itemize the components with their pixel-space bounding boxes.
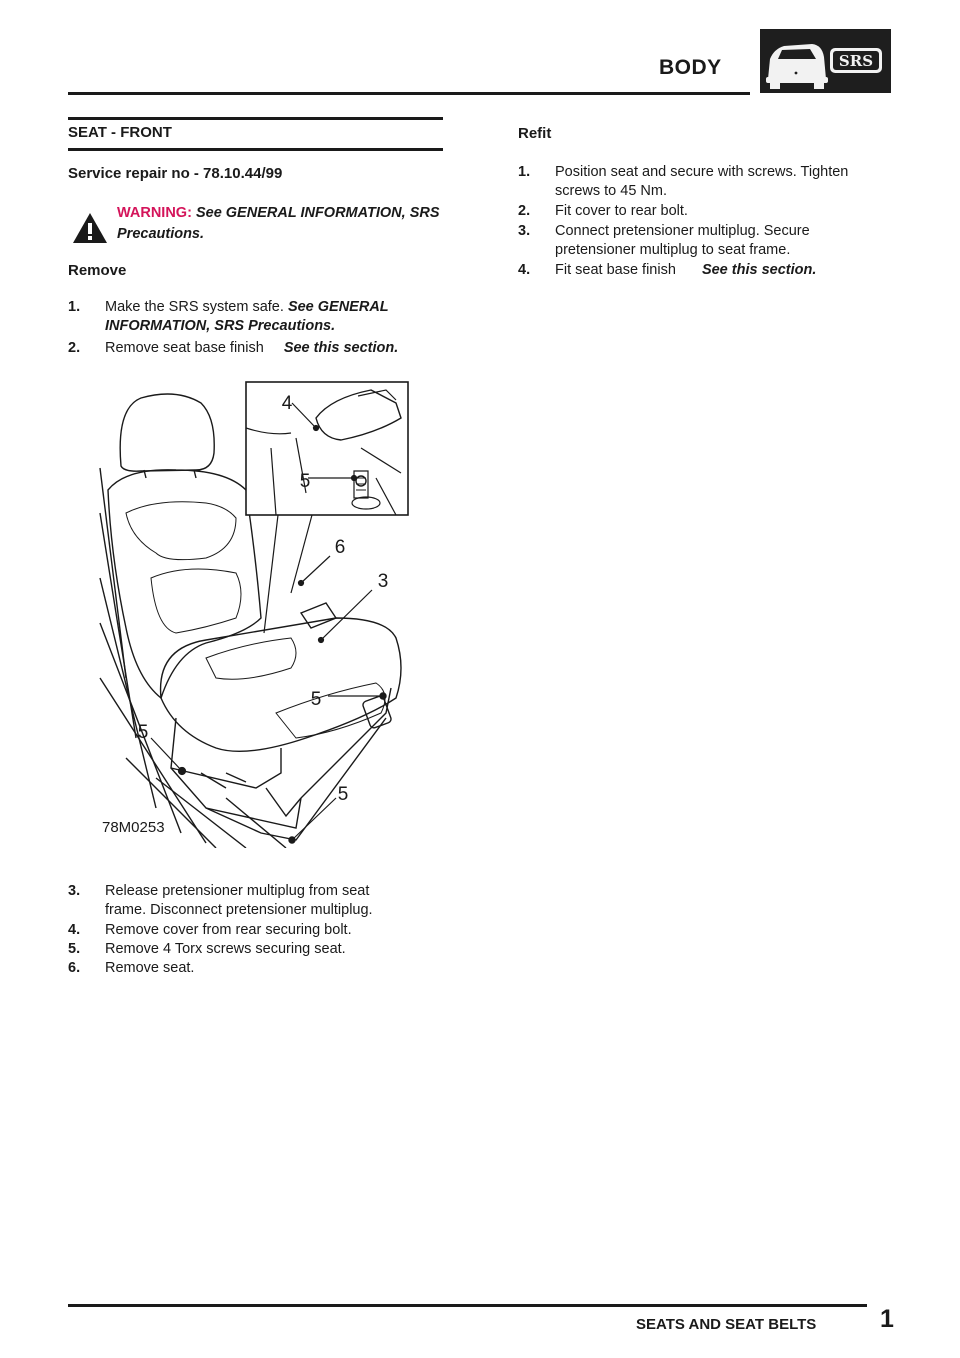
- step-reference: See this section.: [283, 340, 399, 356]
- remove-step-1: [68, 298, 448, 338]
- callout-4: 4: [281, 393, 293, 414]
- page-number: 1: [880, 1305, 894, 1333]
- header-rule: [68, 92, 750, 95]
- step-number: 1.: [68, 299, 81, 315]
- step-text: Remove seat base finish: [105, 340, 264, 356]
- header-title: BODY: [659, 56, 722, 79]
- refit-step-3: [518, 222, 898, 262]
- step-number: 4.: [518, 262, 531, 278]
- step-text-line: pretensioner multiplug to seat frame.: [555, 242, 791, 258]
- remove-step-6: [68, 959, 448, 979]
- callout-6: 6: [334, 537, 346, 558]
- warning-reference: See GENERAL INFORMATION, SRS Precautions.: [117, 205, 440, 242]
- refit-step-2: [518, 202, 898, 222]
- step-number: 5.: [68, 941, 81, 957]
- seat-figure: [96, 378, 420, 848]
- step-text: Make the SRS system safe.: [105, 299, 284, 315]
- remove-step-2: [68, 339, 448, 359]
- step-number: 2.: [68, 340, 81, 356]
- step-text-line: Connect pretensioner multiplug. Secure: [555, 223, 810, 239]
- step-text-line: Remove seat.: [105, 960, 195, 976]
- step-text-line: Remove 4 Torx screws securing seat.: [105, 941, 346, 957]
- warning-label: WARNING:: [117, 205, 192, 221]
- step-text-line: screws to 45 Nm.: [555, 183, 667, 199]
- section-title: SEAT - FRONT: [68, 124, 172, 141]
- step-text-line: Remove cover from rear securing bolt.: [105, 922, 352, 938]
- callout-5: 5: [337, 784, 349, 805]
- step-text-line: Release pretensioner multiplug from seat: [105, 883, 370, 899]
- step-text-line: Fit cover to rear bolt.: [555, 203, 688, 219]
- srs-badge-text: SRS: [838, 52, 874, 70]
- step-number: 3.: [68, 883, 81, 899]
- step-number: 3.: [518, 223, 531, 239]
- figure-code: 78M0253: [102, 819, 165, 836]
- refit-step-1: [518, 163, 898, 203]
- footer-rule: [68, 1304, 867, 1307]
- step-number: 6.: [68, 960, 81, 976]
- refit-step-4: [518, 261, 898, 281]
- step-text-line: Position seat and secure with screws. Tighten: [555, 164, 849, 180]
- remove-step-5: [68, 940, 448, 960]
- section-rule-bottom: [68, 148, 443, 151]
- front-seat-illustration: [96, 378, 420, 848]
- footer-title: SEATS AND SEAT BELTS: [636, 1316, 817, 1333]
- service-repair-number: Service repair no - 78.10.44/99: [68, 165, 283, 182]
- step-number: 1.: [518, 164, 531, 180]
- remove-heading: Remove: [68, 262, 127, 279]
- step-text: Fit seat base finish: [555, 262, 676, 278]
- callout-5: 5: [137, 722, 149, 743]
- remove-step-4: [68, 921, 448, 941]
- srs-header-badge: [760, 29, 891, 93]
- step-number: 4.: [68, 922, 81, 938]
- step-text-line: frame. Disconnect pretensioner multiplug.: [105, 902, 373, 918]
- step-reference: See this section.: [701, 262, 817, 278]
- remove-step-3: [68, 882, 448, 922]
- warning-triangle-icon: [72, 212, 108, 249]
- refit-heading: Refit: [518, 125, 552, 142]
- section-rule-top: [68, 117, 443, 120]
- car-icon: [760, 29, 891, 93]
- callout-3: 3: [377, 571, 389, 592]
- step-number: 2.: [518, 203, 531, 219]
- callout-5: 5: [299, 471, 311, 492]
- warning-note: [117, 203, 447, 245]
- callout-5: 5: [310, 689, 322, 710]
- step-reference: See GENERAL INFORMATION, SRS Precautions.: [105, 299, 389, 334]
